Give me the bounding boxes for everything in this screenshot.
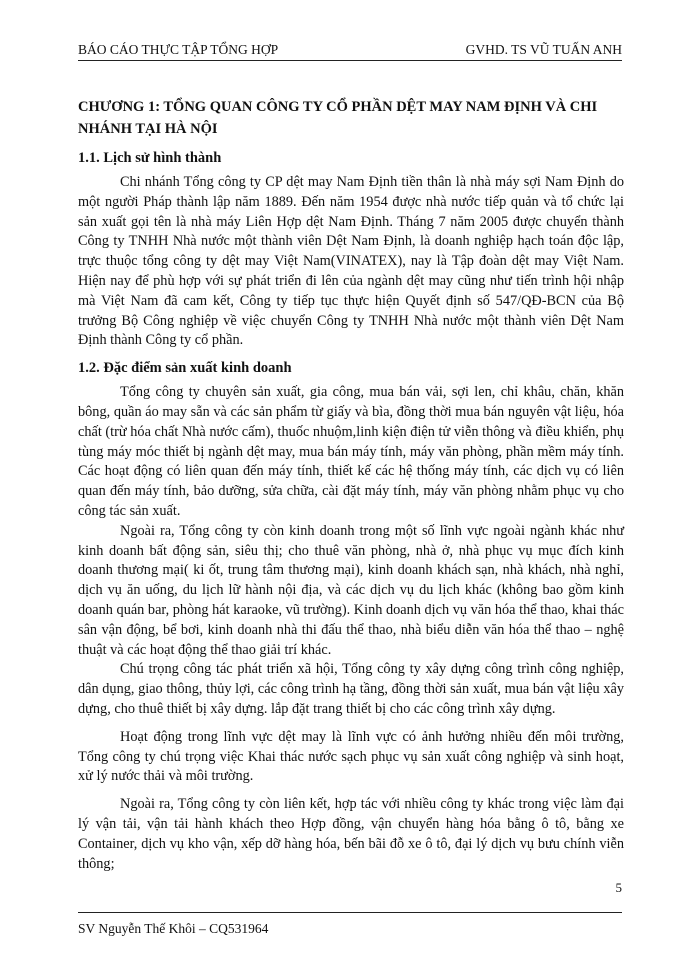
paragraph-business-4: Hoạt động trong lĩnh vực dệt may là lĩnh vực có ảnh hưởng nhiều đến môi trường, Tổng công ty chú trọng việc Khai thác nước sạch phục vụ sản xuất công nghiệp và sinh hoạt, xử lý nước thải và môi trường.	[78, 728, 624, 785]
paragraph-business-5: Ngoài ra, Tổng công ty còn liên kết, hợp tác với nhiều công ty khác trong việc làm đại lý vận tải, vận tải hành khách theo Hợp đồng, vận chuyển hàng hóa bằng ô tô, bằng xe Container, dịch vụ kho vận, xếp dỡ hàng hóa, bến bãi đỗ xe ô tô, đại lý dịch vụ bưu chính viễn thông;	[78, 796, 624, 872]
section-heading-1-2: 1.2. Đặc điểm sản xuất kinh doanh	[78, 360, 292, 377]
header-report-title: BÁO CÁO THỰC TẬP TỔNG HỢP	[78, 42, 279, 57]
document-body	[78, 96, 624, 874]
page-number: 5	[615, 880, 622, 895]
page-footer	[78, 912, 622, 937]
paragraph-business-3: Chú trọng công tác phát triển xã hội, Tổng công ty xây dựng công trình công nghiệp, dân dụng, giao thông, thủy lợi, các công trình hạ tầng, đồng thời sản xuất, mua bán vật liệu xây dựng, cho thuê thiết bị xây dựng. lắp đặt trang thiết bị cho các công trình xây dựng.	[78, 661, 624, 717]
header-advisor: GVHD. TS VŨ TUẤN ANH	[465, 42, 622, 57]
page-header	[78, 40, 622, 61]
footer-student: SV Nguyễn Thế Khôi – CQ531964	[78, 921, 269, 936]
paragraph-business-1: Tổng công ty chuyên sản xuất, gia công, mua bán vải, sợi len, chỉ khâu, chăn, khăn bông, quần áo may sẵn và các sản phẩm từ giấy và bìa, đồng thời mua bán nguyên vật liệu, hóa chất (trừ hóa chất Nhà nước cấm), thuốc nhuộm,linh kiện điện tử viễn thông và điều khiển, phụ tùng máy móc thiết bị ngành dệt may, mua bán máy tính, máy văn phòng, phần mềm máy tính. Các hoạt động có liên quan đến máy tính, thiết kế các hệ thống máy tính, các dịch vụ có liên quan đến máy tính, bảo dưỡng, sửa chữa, cài đặt máy tính, máy văn phòng nhằm phục vụ cho công tác sản xuất.	[78, 384, 624, 519]
section-heading-1-1: 1.1. Lịch sử hình thành	[78, 150, 222, 166]
paragraph-business-2: Ngoài ra, Tổng công ty còn kinh doanh trong một số lĩnh vực ngoài ngành khác như kinh doanh bất động sản, siêu thị; cho thuê văn phòng, nhà ở, nhà phục vụ mục đích kinh doanh thương mại( ki ốt, trung tâm thương mại), kinh doanh khách sạn, nhà khách, nhà nghỉ, dịch vụ ăn uống, du lịch lữ hành nội địa, và các dịch vụ du lịch khác (không bao gồm kinh doanh quán bar, phòng hát karaoke, vũ trường). Kinh doanh dịch vụ văn hóa thể thao, khai thác sân vận động, bể bơi, kinh doanh nhà thi đấu thể thao, nhà biểu diễn văn hóa thể thao – nghệ thuật và các hoạt động thể thao giải trí khác.	[78, 522, 624, 658]
chapter-title: CHƯƠNG 1: TỔNG QUAN CÔNG TY CỔ PHẦN DỆT MAY NAM ĐỊNH VÀ CHI NHÁNH TẠI HÀ NỘI	[78, 99, 598, 137]
paragraph-history: Chi nhánh Tổng công ty CP dệt may Nam Định tiền thân là nhà máy sợi Nam Định do một người Pháp thành lập năm 1889. Đến năm 1954 được nhà nước tiếp quản và tổ chức lại sản xuất gọi tên là nhà máy Liên Hợp dệt Nam Định. Tháng 7 năm 2005 được chuyển thành Công ty TNHH Nhà nước một thành viên Dệt Nam Định, là doanh nghiệp hạch toán độc lập, trực thuộc tổng công ty dệt may Việt Nam(VINATEX), nay là Tập đoàn dệt may Việt Nam. Hiện nay để phù hợp với sự phát triển đi lên của ngành dệt may cũng như tiến trình hội nhập mà Việt Nam đã cam kết, Công ty tiếp tục thực hiện Quyết định số 547/QĐ-BCN của Bộ trưởng Bộ Công nghiệp về việc chuyển Công ty TNHH Nhà nước một thành viên Dệt Nam Định thành Công ty cổ phần.	[78, 174, 624, 349]
